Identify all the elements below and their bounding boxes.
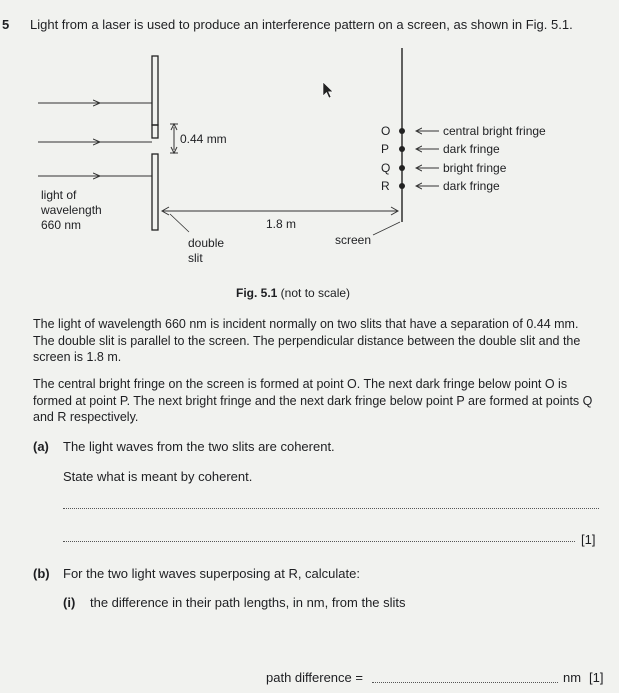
light-label-line2: wavelength xyxy=(41,203,102,217)
slit-separation-label: 0.44 mm xyxy=(180,132,227,146)
caption-fig-number: Fig. 5.1 xyxy=(236,286,278,300)
part-b-text: For the two light waves superposing at R, calculate: xyxy=(63,566,360,581)
part-a-text: The light waves from the two slits are coherent. xyxy=(63,439,335,454)
point-o-label: O xyxy=(381,124,391,138)
distance-label: 1.8 m xyxy=(266,217,297,231)
part-a-prompt: State what is meant by coherent. xyxy=(63,469,253,484)
point-p-label: P xyxy=(381,142,390,156)
double-slit-leader xyxy=(170,214,189,232)
part-a-answer-line-1[interactable] xyxy=(63,508,599,509)
slit-barrier-top xyxy=(152,56,158,125)
double-slit-label-line1: double xyxy=(188,236,225,250)
fringe-label-r: dark fringe xyxy=(443,179,500,193)
part-a-marks: [1] xyxy=(581,532,596,547)
light-label-line3: 660 nm xyxy=(41,218,82,232)
cursor-icon xyxy=(323,82,333,98)
part-b-i-text: the difference in their path lengths, in nm, from the slits xyxy=(90,595,406,610)
slit-barrier-bottom xyxy=(152,154,158,230)
screen-label: screen xyxy=(335,233,372,247)
part-b-i-label: (i) xyxy=(63,595,76,610)
fringe-dot-o xyxy=(399,128,405,134)
fringe-label-o: central bright fringe xyxy=(443,124,546,138)
fringe-dot-r xyxy=(399,183,405,189)
fringe-label-q: bright fringe xyxy=(443,161,507,175)
double-slit-label-line2: slit xyxy=(188,251,203,265)
paragraph-setup: The light of wavelength 660 nm is incident normally on two slits that have a separation of 0.44 mm. The double slit is parallel to the screen. The perpendicular distance between the double slit and the screen is 1.8 m. xyxy=(33,317,581,364)
fringe-dot-p xyxy=(399,146,405,152)
figure-caption xyxy=(236,286,350,300)
part-b-label: (b) xyxy=(33,566,50,581)
path-difference-label: path difference = xyxy=(266,670,363,685)
light-label-line1: light of xyxy=(41,188,77,202)
caption-note: (not to scale) xyxy=(277,286,351,300)
question-intro: Light from a laser is used to produce an interference pattern on a screen, as shown in Fig. 5.1. xyxy=(30,17,573,32)
point-r-label: R xyxy=(381,179,390,193)
fringe-label-p: dark fringe xyxy=(443,142,500,156)
question-number: 5 xyxy=(2,17,10,32)
path-difference-unit: nm xyxy=(563,670,582,685)
screen-leader xyxy=(373,222,400,235)
slit-barrier-middle xyxy=(152,125,158,138)
part-a-answer-line-2[interactable] xyxy=(63,541,575,542)
part-a-label: (a) xyxy=(33,439,49,454)
interference-diagram xyxy=(0,0,619,300)
paragraph-fringes: The central bright fringe on the screen is formed at point O. The next dark fringe below point O is formed at point P. The next bright fringe and the next dark fringe below point P are formed at points Q and R respectively. xyxy=(33,377,593,424)
point-q-label: Q xyxy=(381,161,391,175)
part-b-i-marks: [1] xyxy=(589,670,604,685)
fringe-dot-q xyxy=(399,165,405,171)
path-difference-answer-line[interactable] xyxy=(372,682,558,683)
